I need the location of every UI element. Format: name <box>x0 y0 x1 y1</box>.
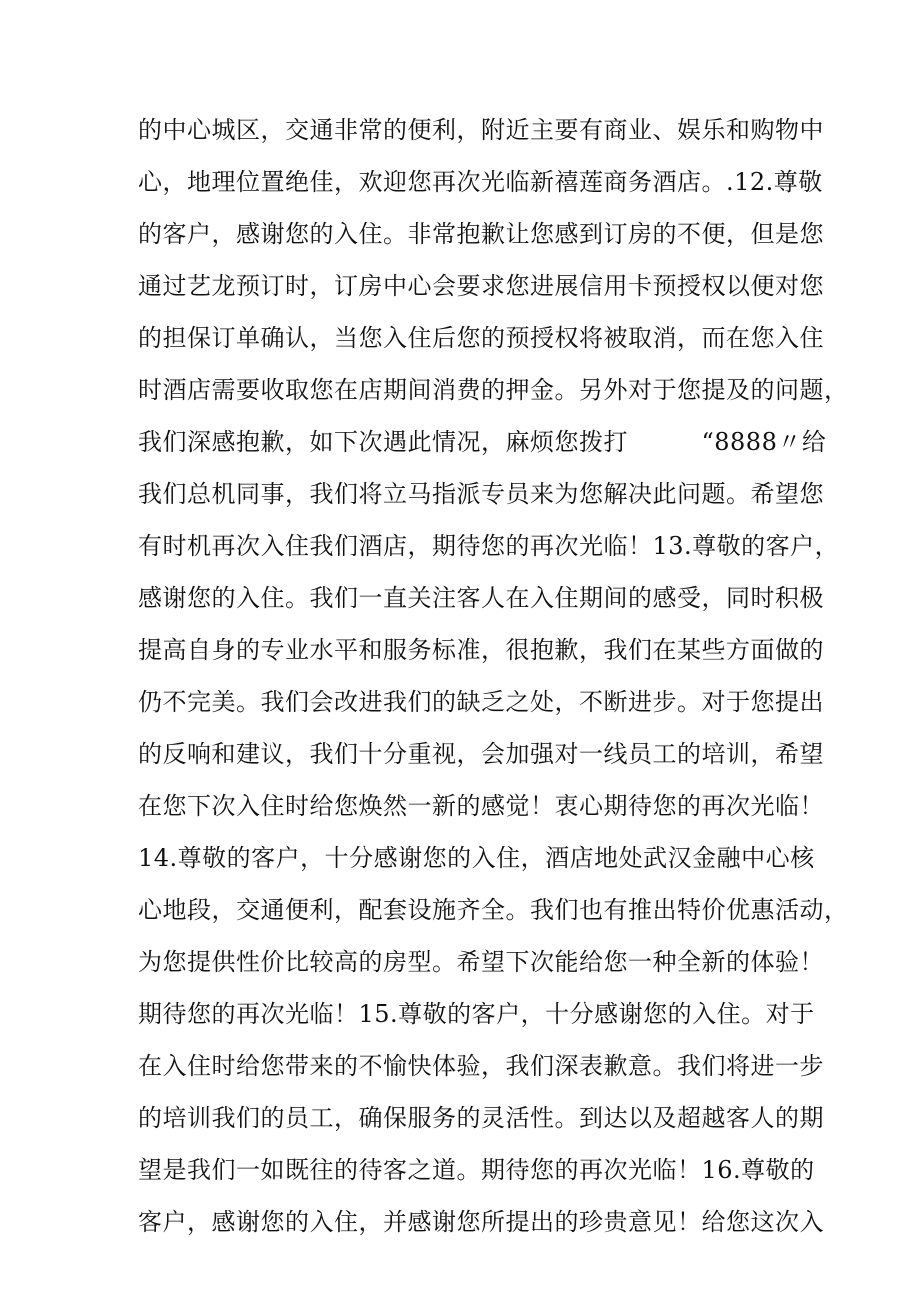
text-line: 通过艺龙预订时，订房中心会要求您进展信用卡预授权以便对您 <box>138 272 824 300</box>
text-line: 的中心城区，交通非常的便利，附近主要有商业、娱乐和购物中 <box>138 116 824 144</box>
text-line: 客户，感谢您的入住，并感谢您所提出的珍贵意见！给您这次入 <box>138 1208 824 1236</box>
text-line: 期待您的再次光临！15.尊敬的客户，十分感谢您的入住。对于 <box>138 1000 815 1028</box>
text-line: 的培训我们的员工，确保服务的灵活性。到达以及超越客人的期 <box>138 1104 824 1132</box>
text-line: 的客户，感谢您的入住。非常抱歉让您感到订房的不便，但是您 <box>138 220 824 248</box>
text-line: 时酒店需要收取您在店期间消费的押金。另外对于您提及的问题， <box>138 376 849 404</box>
text-line: 14.尊敬的客户，十分感谢您的入住，酒店地处武汉金融中心核 <box>138 844 815 872</box>
text-line: 感谢您的入住。我们一直关注客人在入住期间的感受，同时积极 <box>138 584 824 612</box>
text-line: 提高自身的专业水平和服务标准，很抱歉，我们在某些方面做的 <box>138 636 824 664</box>
text-line: 我们总机同事，我们将立马指派专员来为您解决此问题。希望您 <box>138 480 824 508</box>
text-line: 的担保订单确认，当您入住后您的预授权将被取消，而在您入住 <box>138 324 824 352</box>
text-line: 有时机再次入住我们酒店，期待您的再次光临！13.尊敬的客户， <box>138 532 840 560</box>
text-line: 心，地理位置绝佳，欢迎您再次光临新禧莲商务酒店。.12.尊敬 <box>138 168 823 196</box>
text-line: 为您提供性价比较高的房型。希望下次能给您一种全新的体验！ <box>138 948 824 976</box>
text-line: 望是我们一如既往的待客之道。期待您的再次光临！16.尊敬的 <box>138 1156 815 1184</box>
text-line: 心地段，交通便利，配套设施齐全。我们也有推出特价优惠活动， <box>138 896 849 924</box>
text-line: 的反响和建议，我们十分重视，会加强对一线员工的培训，希望 <box>138 740 824 768</box>
body-text <box>138 104 849 1248</box>
text-line: 在入住时给您带来的不愉快体验，我们深表歉意。我们将进一步 <box>138 1052 824 1080</box>
text-line: 我们深感抱歉，如下次遇此情况，麻烦您拨打 “8888〃给 <box>138 428 827 456</box>
text-line: 在您下次入住时给您焕然一新的感觉！衷心期待您的再次光临！ <box>138 792 824 820</box>
text-line: 仍不完美。我们会改进我们的缺乏之处，不断进步。对于您提出 <box>138 688 824 716</box>
